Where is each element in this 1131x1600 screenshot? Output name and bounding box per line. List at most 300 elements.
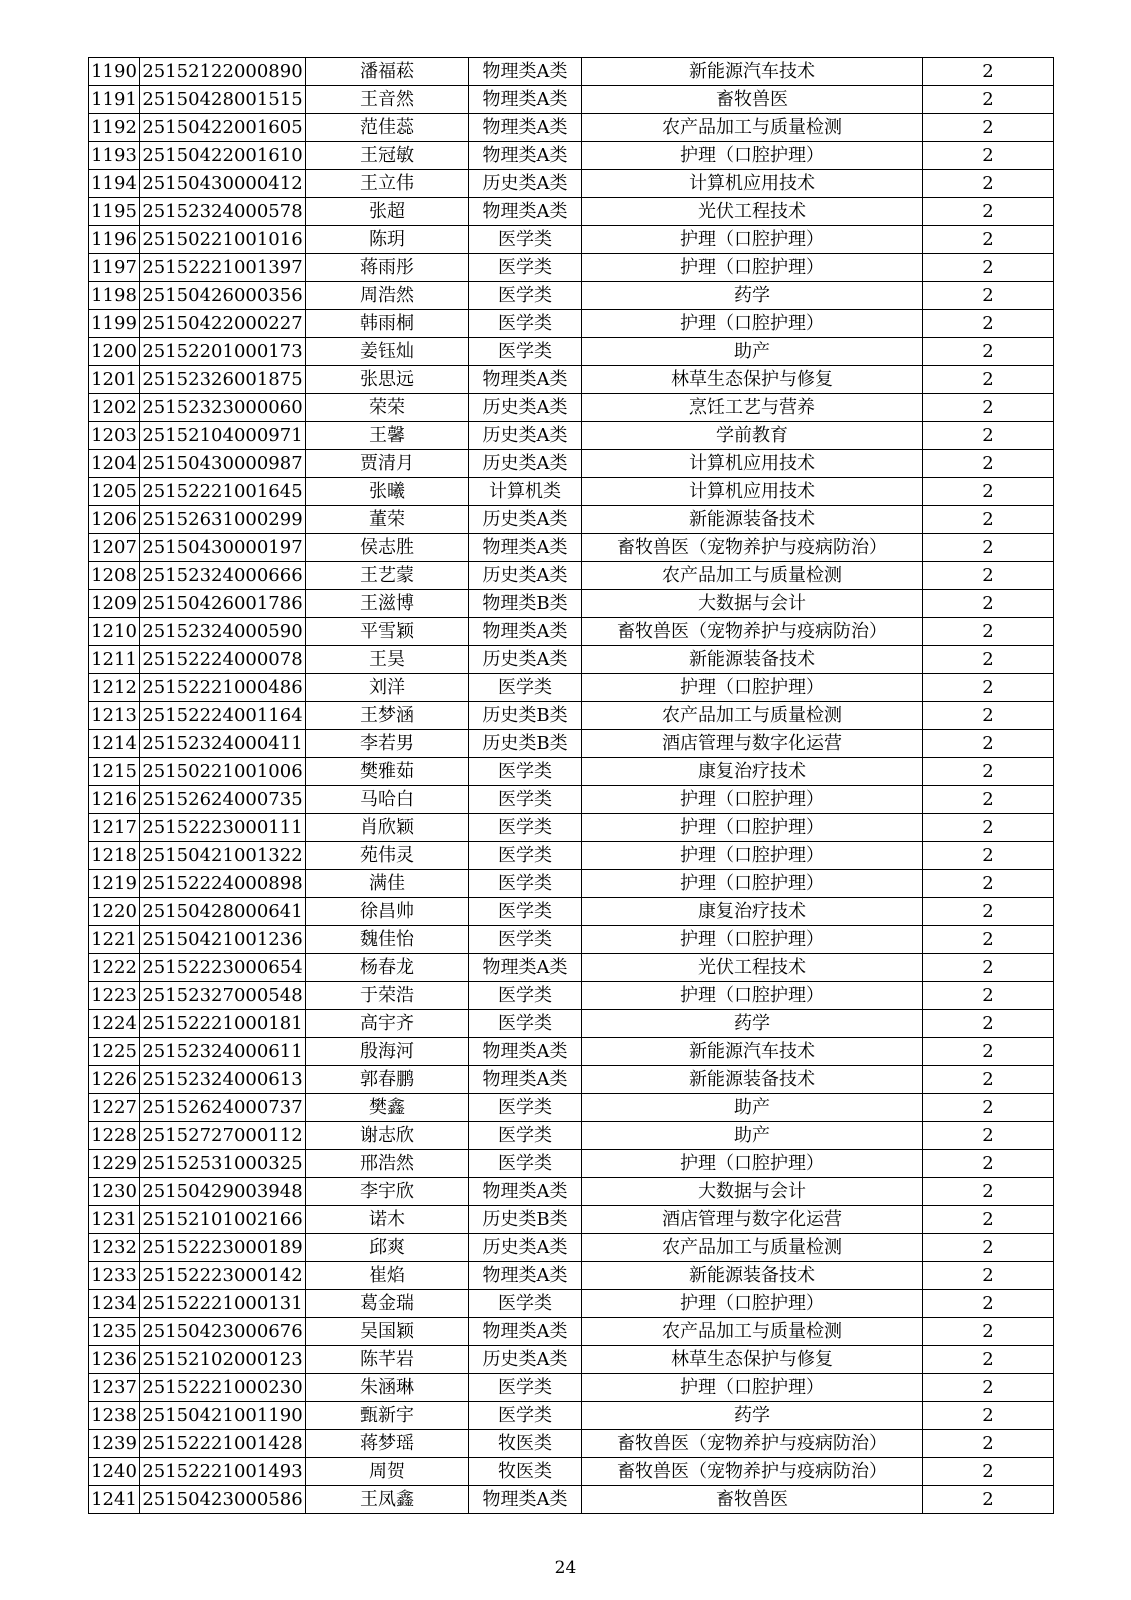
table-row <box>89 450 1054 478</box>
table-row <box>89 1486 1054 1514</box>
cell-seq-no: 1196 <box>89 226 140 254</box>
cell-exam-id: 25150421001236 <box>140 926 306 954</box>
cell-major: 大数据与会计 <box>582 1178 923 1206</box>
cell-category: 医学类 <box>469 674 582 702</box>
cell-major: 护理（口腔护理） <box>582 786 923 814</box>
table-row <box>89 506 1054 534</box>
cell-count: 2 <box>923 142 1054 170</box>
cell-major: 康复治疗技术 <box>582 758 923 786</box>
cell-count: 2 <box>923 198 1054 226</box>
cell-seq-no: 1208 <box>89 562 140 590</box>
cell-exam-id: 25152327000548 <box>140 982 306 1010</box>
cell-exam-id: 25152324000613 <box>140 1066 306 1094</box>
table-row <box>89 1094 1054 1122</box>
cell-major: 大数据与会计 <box>582 590 923 618</box>
cell-category: 物理类A类 <box>469 618 582 646</box>
cell-name: 范佳蕊 <box>306 114 469 142</box>
table-row <box>89 786 1054 814</box>
cell-exam-id: 25152631000299 <box>140 506 306 534</box>
table-row <box>89 254 1054 282</box>
cell-count: 2 <box>923 674 1054 702</box>
table-row <box>89 282 1054 310</box>
cell-count: 2 <box>923 534 1054 562</box>
cell-category: 医学类 <box>469 1122 582 1150</box>
cell-count: 2 <box>923 254 1054 282</box>
cell-count: 2 <box>923 758 1054 786</box>
cell-exam-id: 25152101002166 <box>140 1206 306 1234</box>
cell-count: 2 <box>923 1290 1054 1318</box>
cell-exam-id: 25152326001875 <box>140 366 306 394</box>
cell-category: 物理类A类 <box>469 1486 582 1514</box>
cell-major: 助产 <box>582 1094 923 1122</box>
cell-count: 2 <box>923 1178 1054 1206</box>
cell-name: 王昊 <box>306 646 469 674</box>
cell-exam-id: 25152531000325 <box>140 1150 306 1178</box>
cell-category: 历史类A类 <box>469 646 582 674</box>
cell-exam-id: 25150430000412 <box>140 170 306 198</box>
cell-seq-no: 1235 <box>89 1318 140 1346</box>
cell-name: 荣荣 <box>306 394 469 422</box>
cell-category: 医学类 <box>469 282 582 310</box>
table-row <box>89 1290 1054 1318</box>
cell-category: 医学类 <box>469 1290 582 1318</box>
table-body <box>89 58 1054 1514</box>
cell-name: 韩雨桐 <box>306 310 469 338</box>
cell-category: 医学类 <box>469 1374 582 1402</box>
cell-seq-no: 1197 <box>89 254 140 282</box>
cell-major: 助产 <box>582 1122 923 1150</box>
cell-category: 历史类A类 <box>469 170 582 198</box>
cell-name: 杨春龙 <box>306 954 469 982</box>
cell-name: 王音然 <box>306 86 469 114</box>
table-row <box>89 338 1054 366</box>
cell-seq-no: 1204 <box>89 450 140 478</box>
cell-seq-no: 1202 <box>89 394 140 422</box>
cell-exam-id: 25152224000078 <box>140 646 306 674</box>
cell-exam-id: 25152221000486 <box>140 674 306 702</box>
cell-count: 2 <box>923 1262 1054 1290</box>
cell-exam-id: 25150423000586 <box>140 1486 306 1514</box>
cell-category: 医学类 <box>469 226 582 254</box>
table-row <box>89 842 1054 870</box>
table-row <box>89 730 1054 758</box>
cell-name: 张超 <box>306 198 469 226</box>
cell-seq-no: 1229 <box>89 1150 140 1178</box>
cell-count: 2 <box>923 226 1054 254</box>
cell-count: 2 <box>923 730 1054 758</box>
cell-count: 2 <box>923 954 1054 982</box>
cell-count: 2 <box>923 786 1054 814</box>
cell-major: 护理（口腔护理） <box>582 926 923 954</box>
table-row <box>89 646 1054 674</box>
cell-category: 物理类A类 <box>469 1318 582 1346</box>
cell-major: 林草生态保护与修复 <box>582 1346 923 1374</box>
cell-category: 物理类A类 <box>469 114 582 142</box>
table-row <box>89 898 1054 926</box>
cell-seq-no: 1223 <box>89 982 140 1010</box>
table-row <box>89 58 1054 86</box>
table-row <box>89 114 1054 142</box>
cell-category: 计算机类 <box>469 478 582 506</box>
cell-category: 物理类A类 <box>469 86 582 114</box>
table-row <box>89 1318 1054 1346</box>
cell-exam-id: 25152624000737 <box>140 1094 306 1122</box>
cell-exam-id: 25150428001515 <box>140 86 306 114</box>
cell-count: 2 <box>923 926 1054 954</box>
cell-exam-id: 25150422001610 <box>140 142 306 170</box>
cell-category: 物理类B类 <box>469 590 582 618</box>
cell-exam-id: 25150429003948 <box>140 1178 306 1206</box>
cell-category: 物理类A类 <box>469 366 582 394</box>
cell-category: 医学类 <box>469 786 582 814</box>
cell-exam-id: 25152223000189 <box>140 1234 306 1262</box>
cell-seq-no: 1206 <box>89 506 140 534</box>
cell-major: 酒店管理与数字化运营 <box>582 730 923 758</box>
cell-category: 医学类 <box>469 1094 582 1122</box>
cell-seq-no: 1213 <box>89 702 140 730</box>
cell-count: 2 <box>923 646 1054 674</box>
cell-category: 物理类A类 <box>469 1178 582 1206</box>
cell-seq-no: 1215 <box>89 758 140 786</box>
cell-seq-no: 1231 <box>89 1206 140 1234</box>
table-row <box>89 562 1054 590</box>
cell-category: 医学类 <box>469 814 582 842</box>
table-row <box>89 870 1054 898</box>
cell-name: 姜钰灿 <box>306 338 469 366</box>
page-number: 24 <box>554 1558 577 1578</box>
cell-category: 医学类 <box>469 1150 582 1178</box>
admission-table <box>88 57 1054 1514</box>
cell-count: 2 <box>923 814 1054 842</box>
cell-seq-no: 1212 <box>89 674 140 702</box>
cell-category: 物理类A类 <box>469 142 582 170</box>
cell-seq-no: 1226 <box>89 1066 140 1094</box>
cell-category: 医学类 <box>469 982 582 1010</box>
table-row <box>89 618 1054 646</box>
cell-exam-id: 25152122000890 <box>140 58 306 86</box>
cell-major: 护理（口腔护理） <box>582 142 923 170</box>
cell-major: 农产品加工与质量检测 <box>582 1318 923 1346</box>
cell-name: 李若男 <box>306 730 469 758</box>
cell-name: 周浩然 <box>306 282 469 310</box>
cell-exam-id: 25152221001397 <box>140 254 306 282</box>
cell-name: 邱爽 <box>306 1234 469 1262</box>
cell-category: 历史类B类 <box>469 1206 582 1234</box>
cell-count: 2 <box>923 1094 1054 1122</box>
cell-major: 药学 <box>582 1402 923 1430</box>
table-row <box>89 982 1054 1010</box>
cell-exam-id: 25152102000123 <box>140 1346 306 1374</box>
table-row <box>89 1122 1054 1150</box>
cell-major: 计算机应用技术 <box>582 170 923 198</box>
cell-seq-no: 1201 <box>89 366 140 394</box>
table-row <box>89 1066 1054 1094</box>
table-row <box>89 674 1054 702</box>
cell-exam-id: 25152223000654 <box>140 954 306 982</box>
cell-count: 2 <box>923 394 1054 422</box>
cell-category: 牧医类 <box>469 1430 582 1458</box>
cell-name: 高宇齐 <box>306 1010 469 1038</box>
cell-name: 王艺蒙 <box>306 562 469 590</box>
cell-count: 2 <box>923 1206 1054 1234</box>
cell-seq-no: 1203 <box>89 422 140 450</box>
cell-major: 新能源装备技术 <box>582 1066 923 1094</box>
cell-major: 畜牧兽医（宠物养护与疫病防治） <box>582 1458 923 1486</box>
cell-name: 徐昌帅 <box>306 898 469 926</box>
cell-major: 护理（口腔护理） <box>582 814 923 842</box>
cell-name: 王滋博 <box>306 590 469 618</box>
cell-count: 2 <box>923 1374 1054 1402</box>
table-row <box>89 1234 1054 1262</box>
cell-name: 李宇欣 <box>306 1178 469 1206</box>
cell-seq-no: 1205 <box>89 478 140 506</box>
cell-count: 2 <box>923 562 1054 590</box>
cell-count: 2 <box>923 366 1054 394</box>
cell-name: 王立伟 <box>306 170 469 198</box>
cell-name: 甄新宇 <box>306 1402 469 1430</box>
cell-count: 2 <box>923 170 1054 198</box>
cell-exam-id: 25150430000987 <box>140 450 306 478</box>
cell-exam-id: 25150426000356 <box>140 282 306 310</box>
cell-name: 崔焰 <box>306 1262 469 1290</box>
cell-category: 牧医类 <box>469 1458 582 1486</box>
cell-major: 计算机应用技术 <box>582 478 923 506</box>
cell-major: 护理（口腔护理） <box>582 870 923 898</box>
cell-seq-no: 1219 <box>89 870 140 898</box>
cell-count: 2 <box>923 1318 1054 1346</box>
cell-major: 烹饪工艺与营养 <box>582 394 923 422</box>
cell-major: 助产 <box>582 338 923 366</box>
cell-count: 2 <box>923 282 1054 310</box>
cell-category: 历史类A类 <box>469 1234 582 1262</box>
cell-count: 2 <box>923 1430 1054 1458</box>
cell-exam-id: 25152224001164 <box>140 702 306 730</box>
cell-exam-id: 25150421001190 <box>140 1402 306 1430</box>
cell-count: 2 <box>923 1402 1054 1430</box>
table-row <box>89 926 1054 954</box>
table-row <box>89 954 1054 982</box>
cell-category: 医学类 <box>469 842 582 870</box>
cell-exam-id: 25152221001493 <box>140 1458 306 1486</box>
cell-seq-no: 1220 <box>89 898 140 926</box>
cell-exam-id: 25150221001006 <box>140 758 306 786</box>
cell-major: 学前教育 <box>582 422 923 450</box>
cell-exam-id: 25152324000666 <box>140 562 306 590</box>
cell-major: 光伏工程技术 <box>582 198 923 226</box>
cell-count: 2 <box>923 618 1054 646</box>
cell-name: 诺木 <box>306 1206 469 1234</box>
cell-seq-no: 1222 <box>89 954 140 982</box>
cell-category: 历史类A类 <box>469 562 582 590</box>
cell-name: 殷海河 <box>306 1038 469 1066</box>
cell-major: 护理（口腔护理） <box>582 226 923 254</box>
cell-category: 物理类A类 <box>469 1262 582 1290</box>
cell-seq-no: 1216 <box>89 786 140 814</box>
cell-name: 邢浩然 <box>306 1150 469 1178</box>
cell-name: 董荣 <box>306 506 469 534</box>
cell-seq-no: 1227 <box>89 1094 140 1122</box>
cell-major: 康复治疗技术 <box>582 898 923 926</box>
cell-exam-id: 25150221001016 <box>140 226 306 254</box>
cell-seq-no: 1198 <box>89 282 140 310</box>
cell-major: 护理（口腔护理） <box>582 1374 923 1402</box>
cell-category: 物理类A类 <box>469 198 582 226</box>
cell-exam-id: 25152221001645 <box>140 478 306 506</box>
cell-name: 于荣浩 <box>306 982 469 1010</box>
cell-seq-no: 1211 <box>89 646 140 674</box>
cell-seq-no: 1236 <box>89 1346 140 1374</box>
cell-seq-no: 1190 <box>89 58 140 86</box>
cell-exam-id: 25152201000173 <box>140 338 306 366</box>
cell-name: 平雪颖 <box>306 618 469 646</box>
cell-category: 医学类 <box>469 898 582 926</box>
cell-exam-id: 25150430000197 <box>140 534 306 562</box>
cell-count: 2 <box>923 478 1054 506</box>
cell-exam-id: 25150428000641 <box>140 898 306 926</box>
cell-exam-id: 25152221001428 <box>140 1430 306 1458</box>
cell-major: 护理（口腔护理） <box>582 842 923 870</box>
cell-name: 侯志胜 <box>306 534 469 562</box>
cell-name: 陈玥 <box>306 226 469 254</box>
cell-seq-no: 1238 <box>89 1402 140 1430</box>
cell-seq-no: 1207 <box>89 534 140 562</box>
cell-name: 刘洋 <box>306 674 469 702</box>
cell-seq-no: 1192 <box>89 114 140 142</box>
cell-category: 历史类A类 <box>469 394 582 422</box>
cell-exam-id: 25152324000590 <box>140 618 306 646</box>
cell-seq-no: 1217 <box>89 814 140 842</box>
cell-seq-no: 1234 <box>89 1290 140 1318</box>
cell-major: 林草生态保护与修复 <box>582 366 923 394</box>
admission-table-container <box>88 57 1054 1514</box>
cell-name: 贾清月 <box>306 450 469 478</box>
cell-category: 医学类 <box>469 926 582 954</box>
cell-seq-no: 1199 <box>89 310 140 338</box>
table-row <box>89 1458 1054 1486</box>
cell-name: 张思远 <box>306 366 469 394</box>
cell-seq-no: 1228 <box>89 1122 140 1150</box>
cell-major: 畜牧兽医 <box>582 86 923 114</box>
cell-seq-no: 1214 <box>89 730 140 758</box>
cell-exam-id: 25152224000898 <box>140 870 306 898</box>
cell-name: 满佳 <box>306 870 469 898</box>
cell-count: 2 <box>923 898 1054 926</box>
cell-category: 医学类 <box>469 870 582 898</box>
cell-exam-id: 25152221000131 <box>140 1290 306 1318</box>
cell-count: 2 <box>923 1346 1054 1374</box>
cell-major: 护理（口腔护理） <box>582 254 923 282</box>
cell-name: 王梦涵 <box>306 702 469 730</box>
table-row <box>89 1150 1054 1178</box>
cell-category: 医学类 <box>469 758 582 786</box>
cell-exam-id: 25150426001786 <box>140 590 306 618</box>
cell-name: 苑伟灵 <box>306 842 469 870</box>
cell-count: 2 <box>923 1150 1054 1178</box>
table-row <box>89 142 1054 170</box>
cell-seq-no: 1241 <box>89 1486 140 1514</box>
cell-category: 医学类 <box>469 1402 582 1430</box>
cell-major: 畜牧兽医（宠物养护与疫病防治） <box>582 1430 923 1458</box>
cell-count: 2 <box>923 310 1054 338</box>
cell-major: 新能源汽车技术 <box>582 1038 923 1066</box>
cell-category: 医学类 <box>469 1010 582 1038</box>
cell-name: 郭春鹏 <box>306 1066 469 1094</box>
cell-major: 农产品加工与质量检测 <box>582 562 923 590</box>
cell-name: 魏佳怡 <box>306 926 469 954</box>
cell-category: 历史类B类 <box>469 702 582 730</box>
table-row <box>89 758 1054 786</box>
cell-name: 肖欣颖 <box>306 814 469 842</box>
cell-exam-id: 25152324000578 <box>140 198 306 226</box>
cell-seq-no: 1195 <box>89 198 140 226</box>
cell-category: 物理类A类 <box>469 1066 582 1094</box>
table-row <box>89 814 1054 842</box>
cell-name: 陈芊岩 <box>306 1346 469 1374</box>
cell-seq-no: 1218 <box>89 842 140 870</box>
cell-exam-id: 25152324000411 <box>140 730 306 758</box>
cell-name: 王凤鑫 <box>306 1486 469 1514</box>
cell-count: 2 <box>923 58 1054 86</box>
cell-exam-id: 25152221000181 <box>140 1010 306 1038</box>
cell-category: 物理类A类 <box>469 954 582 982</box>
cell-exam-id: 25152324000611 <box>140 1038 306 1066</box>
cell-category: 历史类A类 <box>469 422 582 450</box>
cell-category: 医学类 <box>469 338 582 366</box>
table-row <box>89 226 1054 254</box>
table-row <box>89 1262 1054 1290</box>
cell-major: 农产品加工与质量检测 <box>582 702 923 730</box>
cell-name: 王馨 <box>306 422 469 450</box>
table-row <box>89 478 1054 506</box>
table-row <box>89 1010 1054 1038</box>
cell-name: 周贺 <box>306 1458 469 1486</box>
table-row <box>89 702 1054 730</box>
cell-name: 蒋梦瑶 <box>306 1430 469 1458</box>
cell-count: 2 <box>923 870 1054 898</box>
cell-major: 新能源装备技术 <box>582 646 923 674</box>
cell-seq-no: 1224 <box>89 1010 140 1038</box>
table-row <box>89 1206 1054 1234</box>
cell-count: 2 <box>923 590 1054 618</box>
cell-count: 2 <box>923 842 1054 870</box>
table-row <box>89 170 1054 198</box>
cell-exam-id: 25150423000676 <box>140 1318 306 1346</box>
table-row <box>89 1374 1054 1402</box>
table-row <box>89 1430 1054 1458</box>
table-row <box>89 86 1054 114</box>
cell-major: 新能源汽车技术 <box>582 58 923 86</box>
cell-major: 农产品加工与质量检测 <box>582 1234 923 1262</box>
cell-seq-no: 1221 <box>89 926 140 954</box>
cell-seq-no: 1209 <box>89 590 140 618</box>
cell-category: 医学类 <box>469 310 582 338</box>
cell-major: 护理（口腔护理） <box>582 310 923 338</box>
cell-name: 蒋雨彤 <box>306 254 469 282</box>
cell-seq-no: 1200 <box>89 338 140 366</box>
cell-seq-no: 1240 <box>89 1458 140 1486</box>
cell-category: 医学类 <box>469 254 582 282</box>
table-row <box>89 1178 1054 1206</box>
cell-major: 畜牧兽医（宠物养护与疫病防治） <box>582 618 923 646</box>
cell-exam-id: 25150421001322 <box>140 842 306 870</box>
cell-major: 药学 <box>582 1010 923 1038</box>
cell-major: 畜牧兽医 <box>582 1486 923 1514</box>
cell-count: 2 <box>923 1122 1054 1150</box>
cell-name: 潘福菘 <box>306 58 469 86</box>
cell-seq-no: 1193 <box>89 142 140 170</box>
cell-name: 朱涵琳 <box>306 1374 469 1402</box>
table-row <box>89 1402 1054 1430</box>
